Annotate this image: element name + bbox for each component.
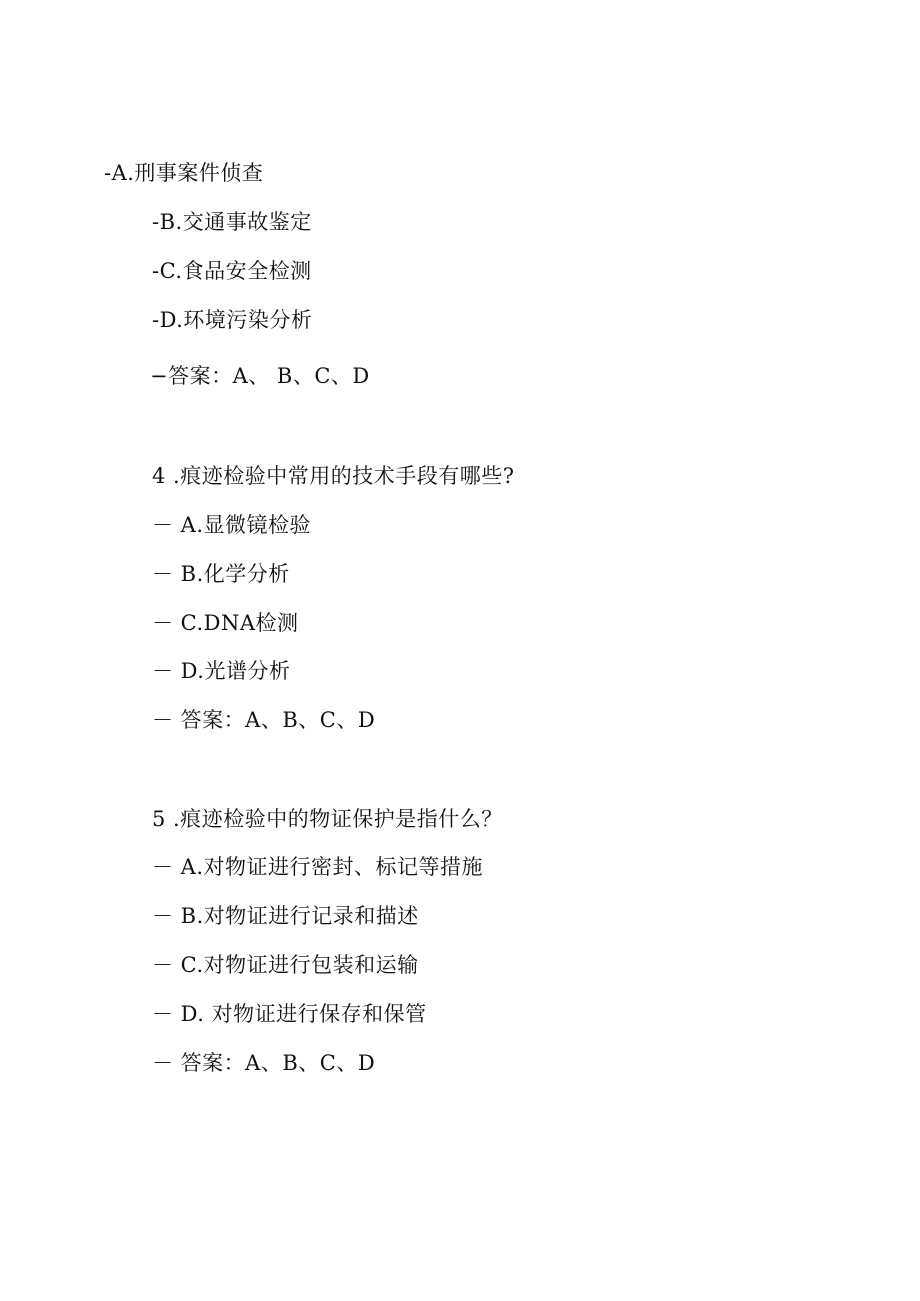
q3-option-b: -B.交通事故鉴定 [152, 210, 312, 234]
q3-option-a: -A.刑事案件侦查 [104, 161, 264, 185]
q4-answer: － 答案：A、B、C、D [152, 708, 376, 732]
q4-option-c: － C.DNA检测 [152, 611, 299, 635]
q3-option-d: -D.环境污染分析 [152, 308, 313, 332]
q3-answer: −答案：A、 B、C、D [150, 364, 370, 388]
q5-option-b: － B.对物证进行记录和描述 [152, 904, 419, 928]
q4-option-a: － A.显微镜检验 [152, 513, 312, 537]
q5-answer: － 答案：A、B、C、D [152, 1051, 376, 1075]
q4-option-d: － D.光谱分析 [152, 659, 291, 683]
q5-option-d: － D. 对物证进行保存和保管 [152, 1002, 427, 1026]
q5-option-c: － C.对物证进行包装和运输 [152, 953, 419, 977]
q4-question: 4 .痕迹检验中常用的技术手段有哪些? [152, 464, 515, 488]
q3-option-c: -C.食品安全检测 [152, 259, 312, 283]
q5-option-a: － A.对物证进行密封、标记等措施 [152, 855, 484, 879]
q5-question: 5 .痕迹检验中的物证保护是指什么？ [152, 807, 503, 831]
q4-option-b: － B.化学分析 [152, 562, 290, 586]
